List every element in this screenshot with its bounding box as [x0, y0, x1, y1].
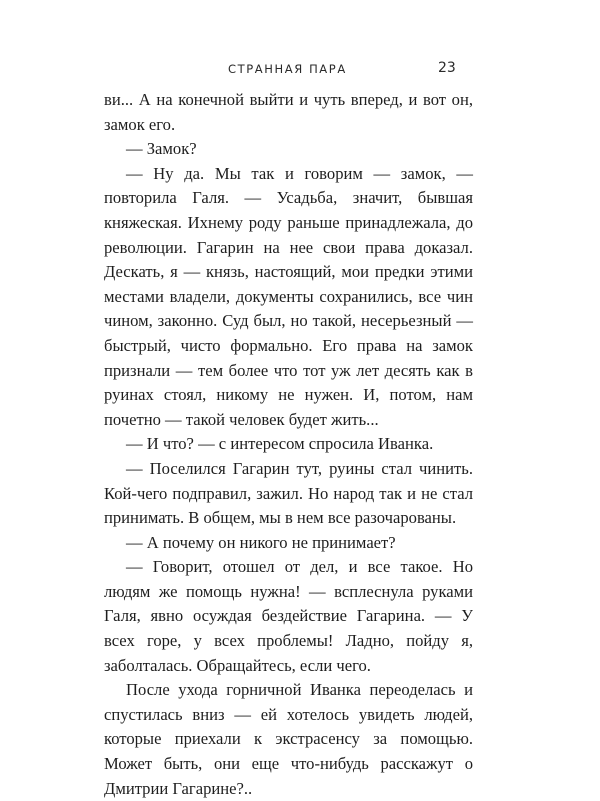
- paragraph: — Замок?: [126, 139, 197, 159]
- paragraph: После ухода горничной Иванка переоделась и спустилась вниз — ей хотелось увидеть людей, которые приехали к экстрасенсу за помощью. Может быть, они еще что-нибудь расскажут о Дмитрии Гагарине?..: [104, 680, 473, 798]
- paragraph: ви... А на конечной выйти и чуть вперед, и вот он, замок его.: [104, 90, 473, 134]
- running-head: [0, 60, 600, 80]
- text-body: [104, 88, 473, 801]
- running-head-title: СТРАННАЯ ПАРА: [228, 62, 347, 76]
- paragraph: — Ну да. Мы так и говорим — замок, — повторила Галя. — Усадьба, значит, бывшая княжеская. Ихнему роду раньше принадлежала, до революции. Гагарин на нее свои права доказал. Дескать, я — князь, настоящий, мои предки этими местами владели, документы сохранились, все чин чином, законно. Суд был, но такой, несерьезный — быстрый, чисто формально. Его права на замок признали — тем более что тот уж лет десять как в руинах стоял, никому не нужен. И, потом, нам почетно — такой человек будет жить...: [104, 163, 473, 429]
- paragraph: — И что? — с интересом спросила Иванка.: [126, 434, 434, 454]
- paragraph: — А почему он никого не принимает?: [126, 532, 396, 552]
- paragraph: — Поселился Гагарин тут, руины стал чинить. Кой-чего подправил, зажил. Но народ так и не стал принимать. В общем, мы в нем все разочарованы.: [104, 458, 473, 528]
- paragraph: — Говорит, отошел от дел, и все такое. Но людям же помощь нужна! — всплеснула руками Галя, явно осуждая бездействие Гагарина. — У всех горе, у всех проблемы! Ладно, пойду я, заболталась. Обращайтесь, если чего.: [104, 557, 473, 675]
- page-number: 23: [438, 60, 456, 76]
